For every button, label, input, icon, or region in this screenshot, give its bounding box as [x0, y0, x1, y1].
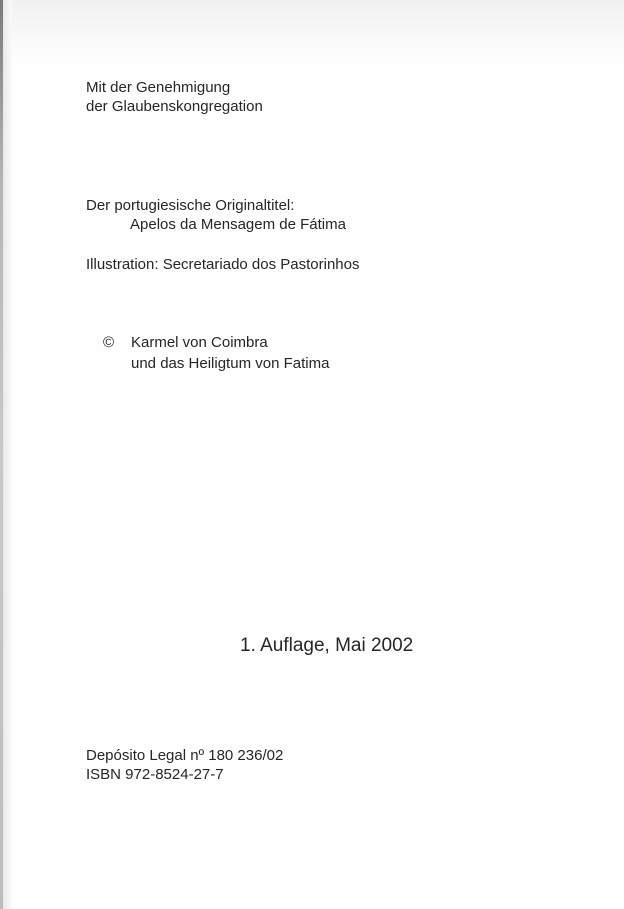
isbn-number: ISBN 972-8524-27-7: [86, 766, 224, 783]
illustration-credit: Illustration: Secretariado dos Pastorinhos: [86, 256, 360, 273]
copyright-line-2: und das Heiligtum von Fatima: [131, 355, 330, 372]
original-title-value: Apelos da Mensagem de Fátima: [130, 216, 346, 233]
original-title-label: Der portugiesische Originaltitel:: [86, 197, 295, 214]
approval-line-2: der Glaubenskongregation: [86, 98, 263, 115]
page-top-shadow: [0, 0, 624, 60]
copyright-symbol: ©: [103, 334, 115, 351]
edition-statement: 1. Auflage, Mai 2002: [240, 635, 414, 656]
approval-line-1: Mit der Genehmigung: [86, 79, 231, 96]
legal-deposit: Depósito Legal nº 180 236/02: [86, 747, 284, 764]
copyright-line-1: Karmel von Coimbra: [131, 334, 268, 351]
page-binding-edge: [0, 0, 3, 909]
